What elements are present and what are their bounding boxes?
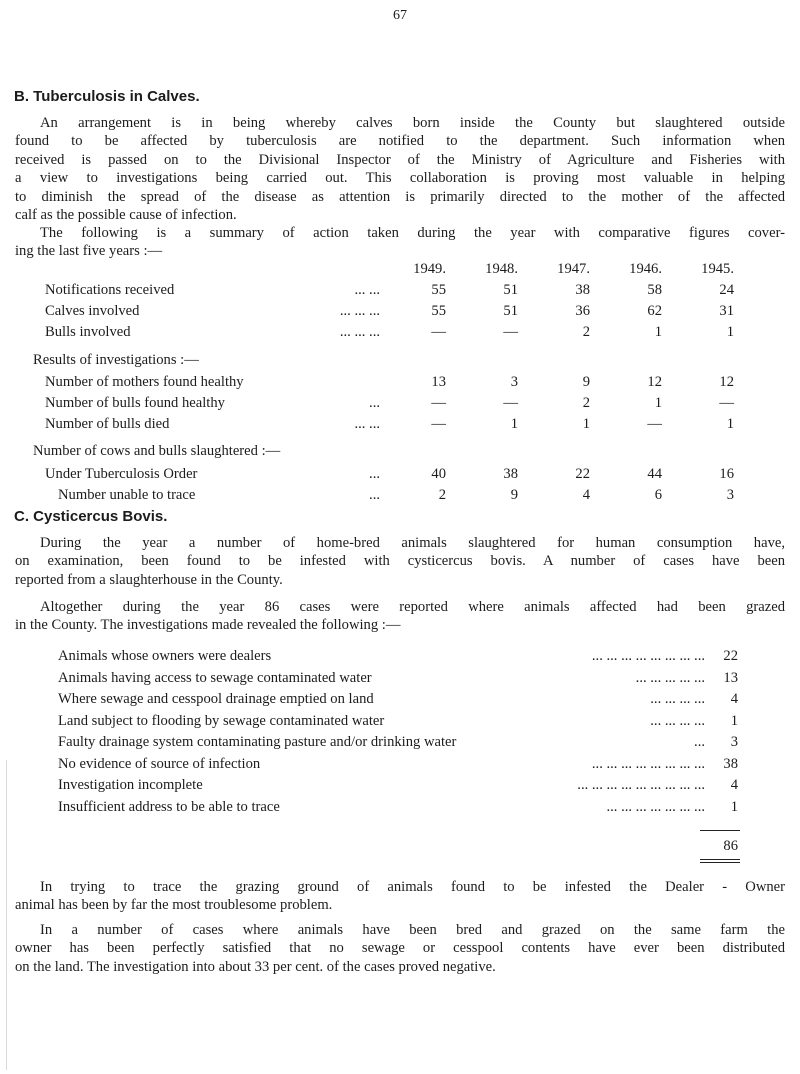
- finding-count: 13: [723, 669, 738, 686]
- year-header: 1949.: [413, 261, 446, 277]
- row-label: Number of bulls died: [45, 416, 170, 432]
- table-cell: —: [647, 416, 662, 432]
- finding-label: No evidence of source of infection: [58, 755, 261, 772]
- row-label: Number of cows and bulls slaughtered :—: [33, 443, 281, 459]
- table-cell: 1: [726, 416, 734, 432]
- total-rule-double-2: [700, 862, 740, 863]
- row-label: Calves involved: [45, 303, 140, 319]
- table-row: [0, 374, 800, 392]
- year-header: 1946.: [629, 261, 662, 277]
- table-cell: 9: [582, 374, 590, 390]
- leader-dots: ... ... ... ... ... ... ... ...: [591, 755, 705, 772]
- table-cell: 1: [654, 324, 662, 340]
- section-c-paragraph-1: [15, 534, 785, 589]
- table-row: [0, 395, 800, 413]
- table-cell: —: [431, 395, 446, 411]
- section-c-p1-line: During the year a number of home-bred animals slaughtered for human consumption have,: [40, 535, 785, 551]
- table-cell: —: [431, 324, 446, 340]
- finding-count: 4: [730, 777, 738, 793]
- table-cell: 1: [582, 416, 590, 432]
- leader-dots: ...: [369, 395, 380, 411]
- section-b-heading: B. Tuberculosis in Calves.: [14, 88, 200, 105]
- leader-dots: ... ... ... ...: [650, 691, 705, 707]
- section-b-paragraph-1: [15, 114, 785, 224]
- table-cell: —: [719, 395, 734, 411]
- table-row: [0, 282, 800, 300]
- list-item: [0, 713, 800, 731]
- section-c-p2-line: in the County. The investigations made revealed the following :—: [15, 617, 401, 634]
- section-b-p1-line: found to be affected by tuberculosis are notified to the department. Such information when: [15, 133, 785, 150]
- row-label: Results of investigations :—: [33, 352, 199, 368]
- table-cell: 1: [510, 416, 518, 432]
- table-cell: 55: [431, 282, 446, 298]
- leader-dots: ... ...: [354, 416, 380, 432]
- table-cell: —: [503, 324, 518, 340]
- finding-label: Where sewage and cesspool drainage emptied on land: [58, 691, 374, 707]
- table-row: [0, 466, 800, 484]
- finding-count: 1: [730, 712, 738, 729]
- table-cell: 38: [575, 282, 590, 298]
- section-b-p1-line: An arrangement is in being whereby calves born inside the County but slaughtered outside: [40, 115, 785, 131]
- table-cell: 16: [719, 466, 734, 482]
- finding-label: Faulty drainage system contaminating pasture and/or drinking water: [58, 734, 457, 750]
- page-edge-shadow: [6, 760, 7, 1070]
- table-row: [0, 416, 800, 434]
- finding-label: Investigation incomplete: [58, 777, 203, 793]
- row-label: Notifications received: [45, 282, 175, 298]
- leader-dots: ... ... ... ... ... ... ... ... ...: [577, 777, 705, 793]
- section-c-heading: C. Cysticercus Bovis.: [14, 508, 168, 525]
- table-cell: 55: [431, 303, 446, 319]
- table-row: [0, 487, 800, 505]
- table-cell: 3: [510, 374, 518, 390]
- section-b-p1-line: received is passed on to the Divisional Inspector of the Ministry of Agriculture and Fisheries with: [15, 151, 785, 168]
- section-c-p4-line: owner has been perfectly satisfied that no sewage or cesspool contents have ever been distributed: [15, 940, 785, 957]
- table-cell: 2: [582, 324, 590, 340]
- list-item: [0, 734, 800, 752]
- leader-dots: ...: [694, 734, 705, 750]
- section-c-p4-line: In a number of cases where animals have been bred and grazed on the same farm the: [40, 922, 785, 938]
- section-c-paragraph-2: [15, 598, 785, 635]
- finding-count: 38: [723, 755, 738, 772]
- section-b-p2-line: ing the last five years :—: [15, 243, 163, 260]
- table-cell: 22: [575, 466, 590, 482]
- table-cell: 9: [510, 487, 518, 503]
- finding-count: 4: [730, 691, 738, 707]
- page-number: 67: [393, 8, 407, 23]
- table-cell: 6: [654, 487, 662, 503]
- table-cell: 13: [431, 374, 446, 390]
- row-label: Number of mothers found healthy: [45, 374, 244, 390]
- section-b-p2-line: The following is a summary of action taken during the year with comparative figures cover-: [40, 225, 785, 241]
- leader-dots: ... ... ...: [339, 324, 380, 340]
- table-row: [0, 443, 800, 461]
- table-row: [0, 352, 800, 370]
- finding-count: 22: [723, 648, 738, 664]
- section-c-p1-line: reported from a slaughterhouse in the County.: [15, 571, 283, 588]
- list-item: [0, 777, 800, 795]
- section-c-p4-line: on the land. The investigation into about 33 per cent. of the cases proved negative.: [15, 958, 496, 975]
- table-cell: 44: [647, 466, 662, 482]
- table-cell: 1: [726, 324, 734, 340]
- row-label: Number unable to trace: [58, 487, 196, 503]
- table-cell: 31: [719, 303, 734, 319]
- leader-dots: ... ...: [354, 282, 380, 298]
- finding-count: 3: [730, 734, 738, 750]
- total-rule-top: [700, 830, 740, 831]
- section-b-p1-line: to diminish the spread of the disease as attention is primarily directed to the mother of the affected: [15, 188, 785, 205]
- finding-label: Land subject to flooding by sewage contaminated water: [58, 712, 385, 729]
- section-c-paragraph-4: [15, 921, 785, 976]
- table-cell: 38: [503, 466, 518, 482]
- table-cell: 58: [647, 282, 662, 298]
- section-c-p3-line: animal has been by far the most troublesome problem.: [15, 897, 333, 914]
- table-cell: —: [503, 395, 518, 411]
- list-item: [0, 691, 800, 709]
- table-cell: 4: [582, 487, 590, 503]
- row-label: Number of bulls found healthy: [45, 395, 225, 411]
- leader-dots: ... ... ... ... ...: [635, 669, 705, 686]
- leader-dots: ... ... ... ... ... ... ... ...: [591, 648, 705, 664]
- year-header: 1947.: [557, 261, 590, 277]
- table-cell: 3: [726, 487, 734, 503]
- table-cell: 51: [503, 303, 518, 319]
- table-cell: 62: [647, 303, 662, 319]
- finding-count: 1: [730, 798, 738, 815]
- section-c-p2-line: Altogether during the year 86 cases were reported where animals affected had been grazed: [40, 599, 785, 615]
- year-header: 1945.: [701, 261, 734, 277]
- section-b-paragraph-2: [15, 224, 785, 261]
- finding-label: Insufficient address to be able to trace: [58, 798, 280, 815]
- section-c-p1-line: on examination, been found to be infested with cysticercus bovis. A number of cases have been: [15, 553, 785, 570]
- leader-dots: ...: [369, 466, 380, 482]
- list-item: [0, 648, 800, 666]
- table-cell: 12: [719, 374, 734, 390]
- table-cell: —: [431, 416, 446, 432]
- row-label: Under Tuberculosis Order: [45, 466, 198, 482]
- leader-dots: ...: [369, 487, 380, 503]
- section-b-p1-line: a view to investigations being carried out. This collaboration is proving most valuable in helping: [15, 170, 785, 187]
- section-b-p1-line: calf as the possible cause of infection.: [15, 207, 237, 224]
- table-cell: 2: [438, 487, 446, 503]
- leader-dots: ... ... ...: [339, 303, 380, 319]
- table-cell: 51: [503, 282, 518, 298]
- findings-total: 86: [723, 838, 738, 854]
- table-cell: 1: [654, 395, 662, 411]
- row-label: Bulls involved: [45, 324, 131, 340]
- table-cell: 36: [575, 303, 590, 319]
- finding-label: Animals whose owners were dealers: [58, 648, 272, 664]
- finding-label: Animals having access to sewage contaminated water: [58, 669, 372, 686]
- year-header: 1948.: [485, 261, 518, 277]
- findings-total-row: [0, 838, 800, 856]
- table-cell: 2: [582, 395, 590, 411]
- total-rule-double-1: [700, 859, 740, 860]
- list-item: [0, 799, 800, 817]
- list-item: [0, 756, 800, 774]
- table-cell: 24: [719, 282, 734, 298]
- leader-dots: ... ... ... ... ... ... ...: [606, 798, 705, 815]
- table-cell: 40: [431, 466, 446, 482]
- list-item: [0, 670, 800, 688]
- table-row: [0, 324, 800, 342]
- leader-dots: ... ... ... ...: [650, 712, 705, 729]
- table-cell: 12: [647, 374, 662, 390]
- section-c-paragraph-3: [15, 878, 785, 915]
- table-row: [0, 303, 800, 321]
- section-c-p3-line: In trying to trace the grazing ground of animals found to be infested the Dealer - Owner: [40, 879, 785, 895]
